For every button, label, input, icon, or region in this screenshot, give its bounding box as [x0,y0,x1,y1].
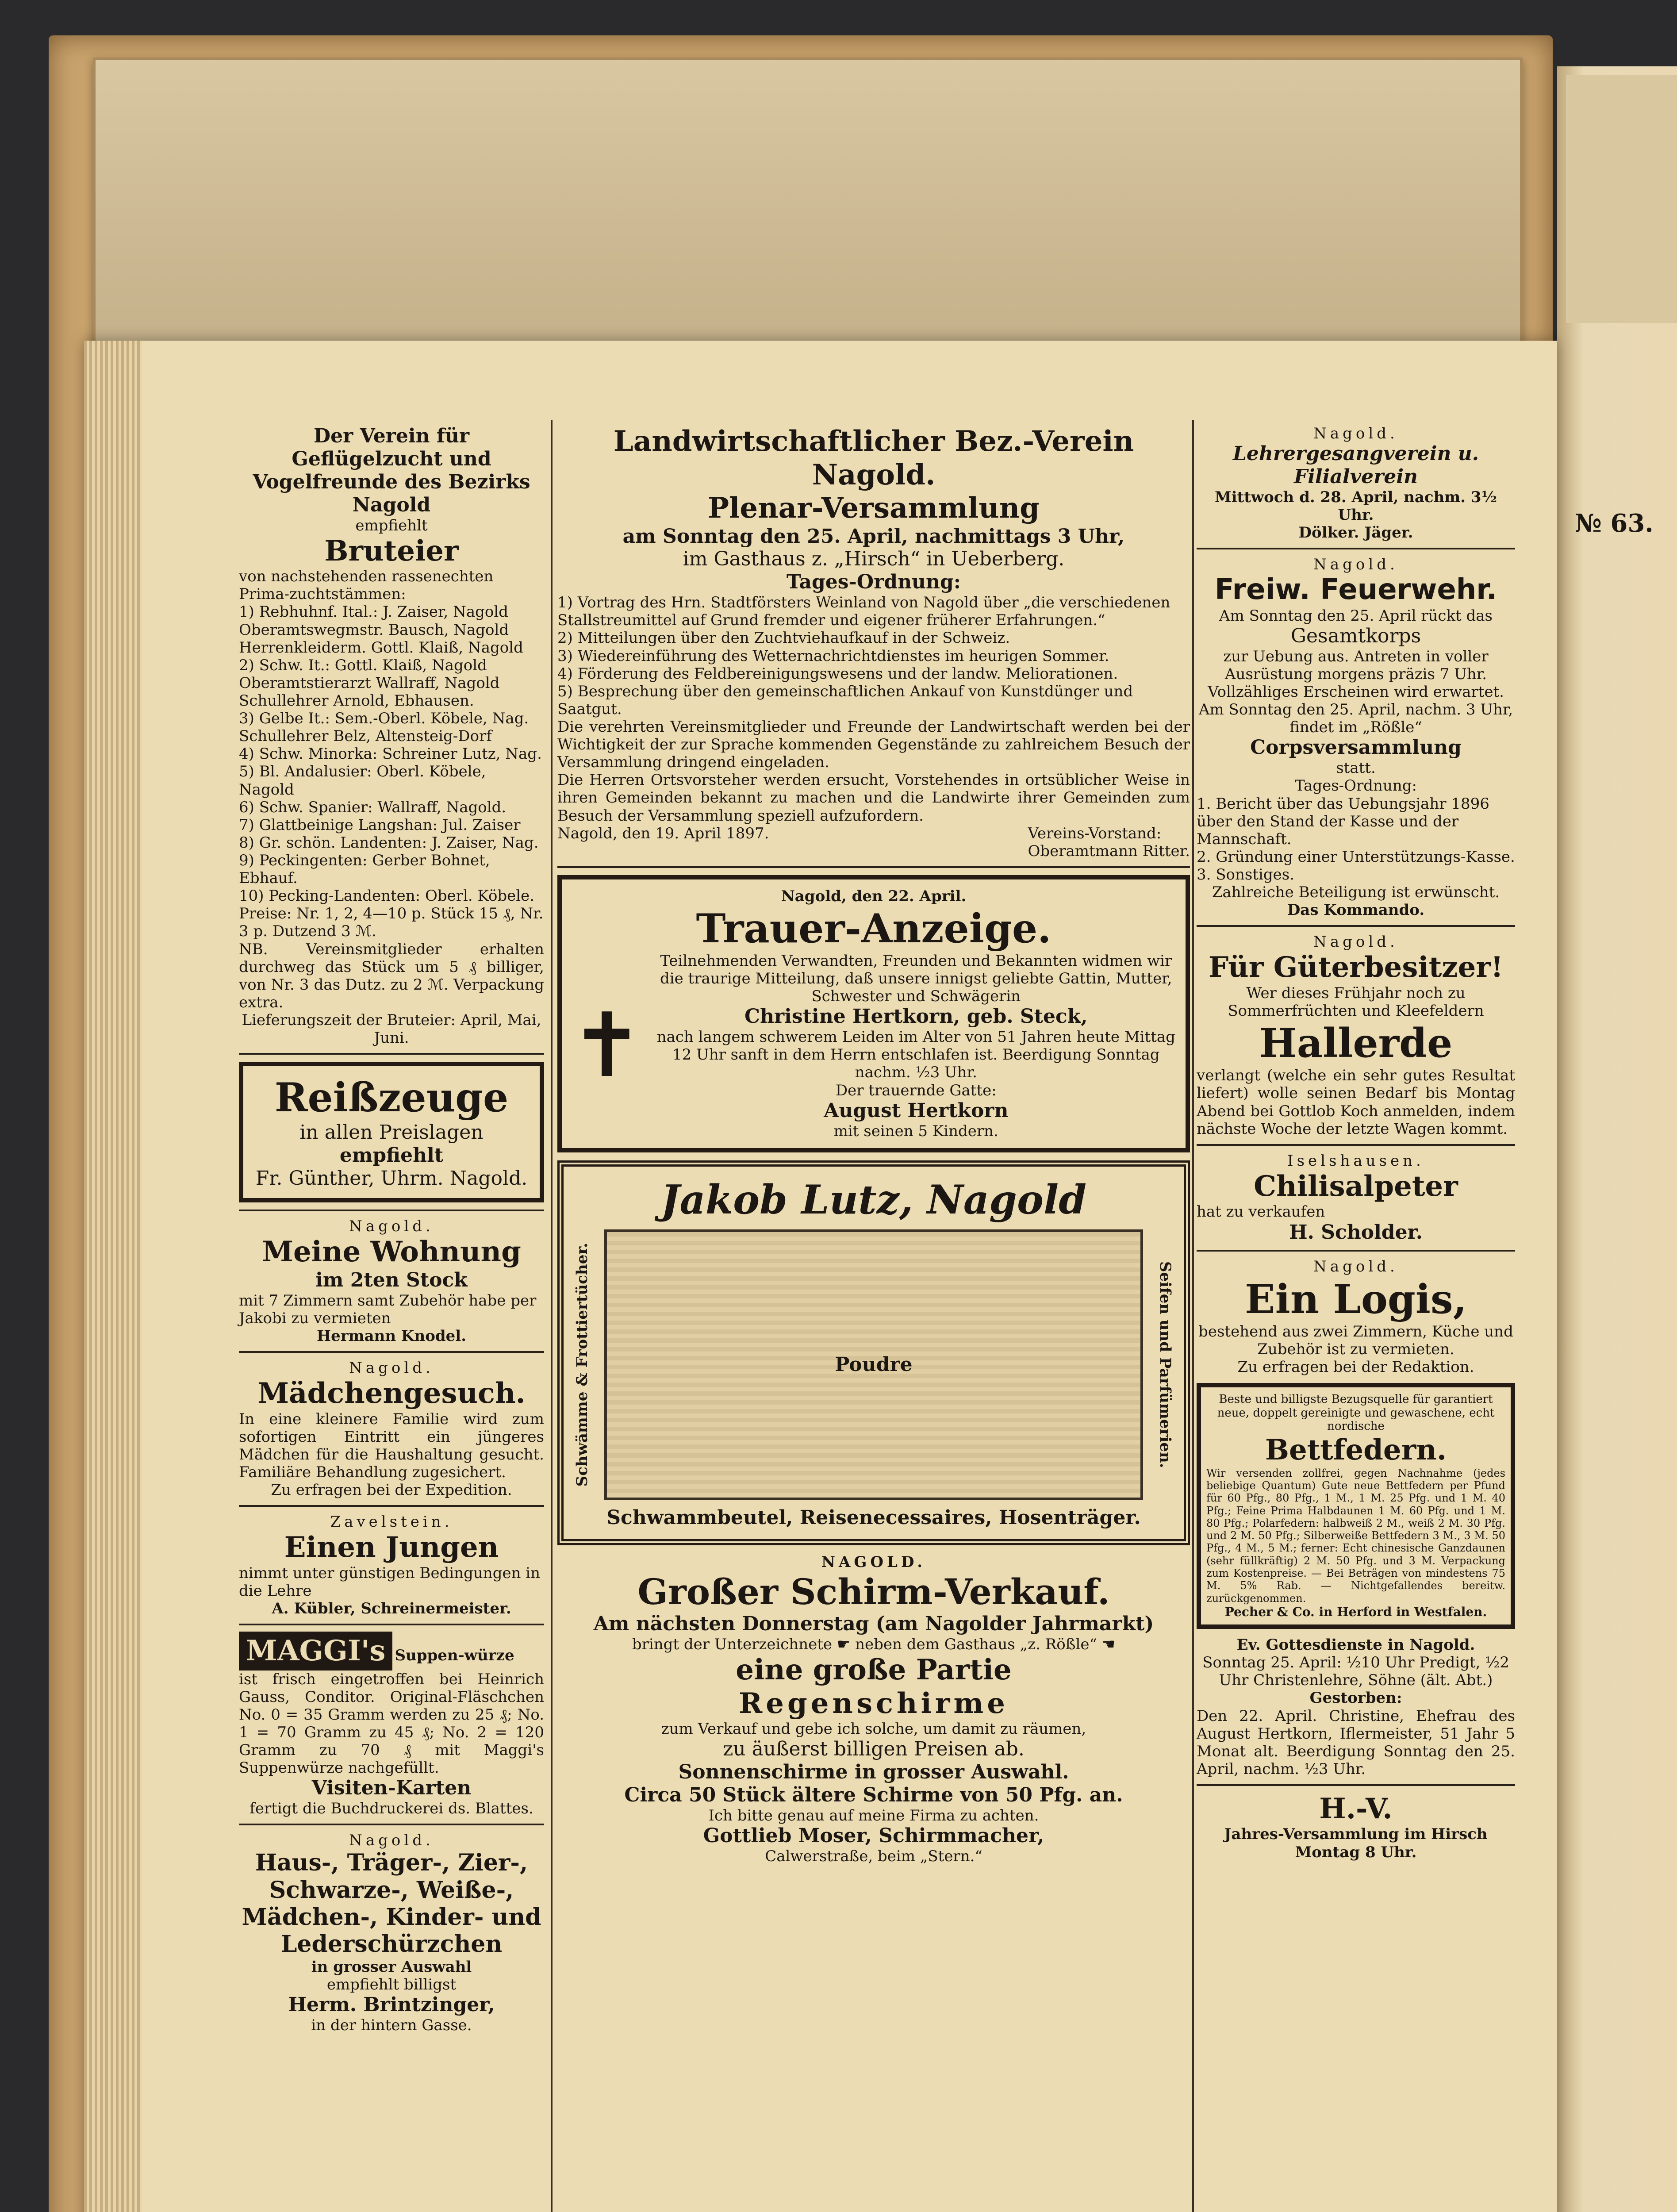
schirm-title: Großer Schirm-Verkauf. [637,1571,1110,1613]
trauer-gatte: August Hertkorn [824,1099,1009,1122]
agenda-item: 3. Sonstiges. [1197,866,1295,883]
reisszeuge-title: Reißzeuge [274,1074,509,1121]
trauer-text: Teilnehmenden Verwandten, Freunden und Bekannten widmen wir die traurige Mitteilung, daß unsere innigst geliebte Gattin, Mutter, Schwester und Schwägerin [660,952,1172,1006]
maedchen-title: Mädchengesuch. [257,1377,526,1410]
logis-title: Ein Logis, [1245,1275,1467,1323]
place: Nagold. [1313,425,1398,442]
lutz-left-label: Schwämme & Frottiertücher. [573,1243,591,1487]
trauer-kinder: mit seinen 5 Kindern. [833,1122,998,1140]
schirm-line-4: zu äußerst billigen Preisen ab. [723,1738,1025,1761]
maedchen-exp: Zu erfragen bei der Expedition. [271,1481,512,1499]
place: Zavelstein. [330,1513,453,1531]
signature-name: Oberamtmann Ritter. [1028,842,1190,860]
plenar-place: im Gasthaus z. „Hirsch“ in Ueberberg. [683,548,1065,571]
schuerzen-empf: empfiehlt billigst [326,1975,457,1993]
place: Nagold. [1313,1258,1398,1276]
gottesdienst-text: Sonntag 25. April: ½10 Uhr Predigt, ½2 Uhr Christenlehre, Söhne (ält. Abt.) [1202,1654,1509,1690]
agenda-item: 1) Vortrag des Hrn. Stadtförsters Weinland von Nagold über „die verschiedenen Stallstreumittel auf Grund fremder und eigener früherer Erfahrungen.“ [557,594,1170,630]
toilet-goods-illustration [604,1229,1143,1500]
schuerzen-addr: in der hintern Gasse. [311,2016,472,2034]
jungen-title: Einen Jungen [284,1531,499,1564]
list-item: 9) Peckingenten: Gerber Bohnet, Ebhauf. [239,852,490,887]
agenda-heading: Tages-Ordnung: [786,571,961,594]
bett-title: Bettfedern. [1265,1433,1447,1467]
list-item: 2) Schw. It.: Gottl. Klaiß, Nagold Oberamtstierarzt Wallraff, Nagold Schullehrer Arnold, Ebhausen. [239,656,500,710]
schirm-line-1: Am nächsten Donnerstag (am Nagolder Jahrmarkt) [593,1613,1154,1636]
place: NAGOLD. [821,1553,926,1571]
chili-title: Chilisalpeter [1254,1169,1458,1203]
schirm-line-2: bringt der Unterzeichnete ☛ neben dem Gasthaus „z. Rößle“ ☚ [632,1636,1116,1654]
maggi-logo: MAGGI's [239,1632,392,1671]
trauer-name: Christine Hertkorn, geb. Steck, [744,1005,1088,1028]
hv-text: Jahres-Versammlung im Hirsch [1224,1825,1488,1843]
jungen-text: nimmt unter günstigen Bedingungen in die Lehre [239,1564,541,1600]
reisszeuge-sub: in allen Preislagen [299,1121,484,1144]
divider [239,1824,544,1825]
tages-ordnung: Tages-Ordnung: [1295,777,1417,795]
column-2 [557,425,1190,1865]
maggi-head [239,1632,544,1671]
column-3 [1197,425,1515,1861]
gueter-text: Wer dieses Frühjahr noch zu Sommerfrüchten und Kleefeldern [1228,984,1484,1020]
gesamtkorps: Gesamtkorps [1290,624,1421,647]
signature-board [1028,825,1190,860]
divider [1197,1250,1515,1252]
agenda-item: 2) Mitteilungen über den Zuchtviehaufkauf in der Schweiz. [557,629,1010,647]
divider [239,1053,544,1055]
gottesdienst-title: Ev. Gottesdienste in Nagold. [1236,1636,1475,1654]
next-page-flap [1566,75,1677,323]
bruteier-intro: von nachstehenden rassenechten Prima-zuchtstämmen: [239,568,494,603]
breeder-list [239,603,544,905]
wohnung-text: mit 7 Zimmern samt Zubehör habe per Jakobi zu vermieten [239,1291,537,1327]
empfiehlt: empfiehlt [355,516,428,534]
visiten-title: Visiten-Karten [311,1777,472,1800]
feuerwehr-text-4: Am Sonntag den 25. April, nachm. 3 Uhr, findet im „Rößle“ [1198,701,1513,737]
moser-name: Gottlieb Moser, Schirmmacher, [703,1824,1044,1847]
bett-head: Beste und billigste Bezugsquelle für garantiert neue, doppelt gereinigte und gewaschene, echt nordische [1217,1393,1495,1433]
lutz-body [573,1223,1174,1506]
list-item: 8) Gr. schön. Landenten: J. Zaiser, Nag. [239,833,539,852]
verein-heading: Der Verein für Geflügelzucht und Vogelfreunde des Bezirks Nagold [253,425,530,516]
gestorben-title: Gestorben: [1309,1689,1402,1707]
divider [1197,1784,1515,1786]
nb-note: NB. Vereinsmitglieder erhalten durchweg das Stück um 5 ₰ billiger, von Nr. 3 das Dutz. zu 2 ℳ. Verpackung extra. [239,940,544,1011]
list-item: 5) Bl. Andalusier: Oberl. Köbele, Nagold [239,763,486,799]
hallerde-title: Hallerde [1259,1020,1453,1067]
feuerwehr-text-3: Vollzähliges Erscheinen wird erwartet. [1208,683,1504,701]
list-item: 6) Schw. Spanier: Wallraff, Nagold. [239,798,507,816]
divider [239,1505,544,1507]
place: Iselshausen. [1287,1152,1424,1170]
hallerde-text: verlangt (welche ein sehr gutes Resultat liefert) wolle seinen Bedarf bis Montag Abend bei Gottlob Koch anmelden, indem nächste Woche der letzte Wagen kommt. [1197,1067,1515,1138]
place: Nagold. [349,1359,434,1377]
beteiligung: Zahlreiche Beteiligung ist erwünscht. [1212,883,1500,902]
plenar-title: Plenar-Versammlung [707,492,1040,525]
trauer-gatte-label: Der trauernde Gatte: [835,1081,997,1099]
list-item: 1) Rebhuhnf. Ital.: J. Zaiser, Nagold Oberamtswegmstr. Bausch, Nagold Herrenkleiderm. Gottl. Klaiß, Nagold [239,603,523,657]
list-item: 10) Pecking-Landenten: Oberl. Köbele. [239,887,535,905]
reisszeuge-empf: empfiehlt [339,1144,444,1167]
logis-redaktion: Zu erfragen bei der Redaktion. [1237,1358,1474,1376]
circa-line: Circa 50 Stück ältere Schirme von 50 Pfg. an. [624,1784,1123,1807]
gestorben-text: Den 22. April. Christine, Ehefrau des August Hertkorn, Iflermeister, 51 Jahr 5 Monat alt. Beerdigung Sonntag den 25. April, nachm. ½3 Uhr. [1197,1707,1515,1778]
next-page-edge [1557,66,1677,2212]
place: Nagold. [349,1832,434,1850]
poudre-label: Poudre [835,1353,913,1376]
achten-line: Ich bitte genau auf meine Firma zu achten. [708,1807,1039,1825]
signature-date: Nagold, den 19. April 1897. [557,824,769,842]
reisszeuge-name: Fr. Günther, Uhrm. Nagold. [255,1167,528,1190]
page-stack-edge [84,341,142,2212]
trauer-body [570,952,1178,1140]
column-rule [551,420,553,2212]
agenda-item: 4) Förderung des Feldbereinigungswesens und der landw. Meliorationen. [557,664,1118,683]
hv-title: H.-V. [1319,1792,1393,1825]
bettfedern-ad [1197,1383,1515,1629]
schirm-regenschirme: Regenschirme [739,1686,1009,1720]
plenar-date: am Sonntag den 25. April, nachmittags 3 Uhr, [622,525,1125,548]
prices: Preise: Nr. 1, 2, 4—10 p. Stück 15 ₰, Nr. 3 p. Dutzend 3 ℳ. [239,905,544,941]
visiten-text: fertigt die Buchdruckerei ds. Blattes. [249,1800,533,1818]
chili-text: hat zu verkaufen [1197,1203,1325,1221]
column-rule [1192,420,1194,2212]
trauer-text-block [655,952,1178,1140]
feuerwehr-text-1: Am Sonntag den 25. April rückt das [1219,607,1493,625]
logis-text: bestehend aus zwei Zimmern, Küche und Zubehör ist zu vermieten. [1198,1322,1513,1358]
jungen-name: A. Kübler, Schreinermeister. [272,1599,511,1617]
feuerwehr-title: Freiw. Feuerwehr. [1214,573,1497,607]
bett-firm: Pecher & Co. in Herford in Westfalen. [1224,1605,1487,1620]
schuerzen-auswahl: in grosser Auswahl [311,1958,472,1976]
trauer-date: Nagold, den 22. April. [781,887,967,905]
schuerzen-title: Haus-, Träger-, Zier-, Schwarze-, Weiße-, Mädchen-, Kinder- und Lederschürzchen [242,1849,541,1958]
lutz-right-label: Seifen und Parfümerien. [1156,1261,1174,1468]
list-item: 7) Glattbeinige Langshan: Jul. Zaiser [239,816,521,834]
lehrer-title: Lehrergesangverein u. Filialverein [1232,442,1479,488]
reisszeuge-ad [239,1062,544,1202]
maggi-wuerze: Suppen-würze [395,1647,514,1665]
ortsvorsteher-text: Die Herren Ortsvorsteher werden ersucht, Vorstehendes in ortsüblicher Weise in ihren Gemeinden bekannt zu machen und die Landwirte ihrer Gemeinden zum Besuch der Versammlung speziell aufzufordern. [557,771,1190,825]
hv-text-2: Montag 8 Uhr. [1295,1843,1417,1861]
delivery-time: Lieferungszeit der Bruteier: April, Mai, Juni. [242,1011,541,1047]
trauer-anzeige [557,875,1190,1152]
lehrer-names: Dölker. Jäger. [1298,524,1413,542]
kommando: Das Kommando. [1287,901,1425,919]
signature-label: Vereins-Vorstand: [1028,824,1162,842]
wohnung-title: Meine Wohnung [262,1235,521,1269]
agenda-item: 2. Gründung einer Unterstützungs-Kasse. [1197,848,1515,866]
trauer-title: Trauer-Anzeige. [696,905,1051,952]
chili-name: H. Scholder. [1289,1221,1423,1244]
schirm-partie: eine große Partie [736,1653,1012,1687]
divider [1197,1144,1515,1146]
maedchen-text: In eine kleinere Familie wird zum sofortigen Eintritt ein jüngeres Mädchen für die Haushaltung gesucht. Familiäre Behandlung zugesichert. [239,1410,544,1481]
issue-number: № 63. [1575,509,1654,538]
feuerwehr-text-2: zur Uebung aus. Antreten in voller Ausrüstung morgens präzis 7 Uhr. [1223,647,1489,683]
folded-flap [93,58,1523,346]
moser-addr: Calwerstraße, beim „Stern.“ [765,1847,982,1866]
agenda-item: 3) Wiedereinführung des Wetternachrichtdienstes im heurigen Sommer. [557,647,1109,665]
divider [239,1351,544,1353]
divider [1197,925,1515,927]
bett-text: Wir versenden zollfrei, gegen Nachnahme (jedes beliebige Quantum) Gute neue Bettfedern per Pfund für 60 Pfg., 80 Pfg., 1 M., 1 M. 25 Pfg. und 1 M. 40 Pfg.; Feine Prima Halbdaunen 1 M. 60 Pfg. und 1 M. 80 Pfg.; Polarfedern: halbweiß 2 M., weiß 2 M. 30 Pfg. und 2 M. 50 Pfg.; Silberweiße Bettfedern 3 M., 3 M. 50 Pfg., 4 M., 5 M.; ferner: Echt chinesische Ganzdaunen (sehr füllkräftig) 2 M. 50 Pfg. und 3 M. Verpackung zum Kostenpreise. — Bei Beträgen von mindestens 75 M. 5% Rab. — Nichtgefallendes bereitw. zurückgenommen. [1206,1467,1505,1605]
place: Nagold. [349,1217,434,1236]
invitation-text: Die verehrten Vereinsmitglieder und Freunde der Landwirtschaft werden bei der Wichtigkeit der zur Sprache kommenden Gegenstände zu zahlreichem Besuch der Versammlung dringend eingeladen. [557,718,1190,772]
cross-icon: ✝ [570,994,644,1098]
sonnenschirme: Sonnenschirme in grosser Auswahl. [678,1761,1069,1784]
lutz-bottom: Schwammbeutel, Reisenecessaires, Hosenträger. [606,1506,1141,1529]
lehrer-time: Mittwoch d. 28. April, nachm. 3½ Uhr. [1214,488,1497,524]
lutz-ad [557,1160,1190,1545]
maggi-text: ist frisch eingetroffen bei Heinrich Gauss, Conditor. Original-Fläschchen No. 0 = 35 Gramm werden zu 25 ₰; No. 1 = 70 Gramm zu 45 ₰; No. 2 = 120 Gramm zu 70 ₰ mit Maggi's Suppenwürze nachgefüllt. [239,1670,544,1777]
gueter-title: Für Güterbesitzer! [1208,951,1504,984]
wohnung-stock: im 2ten Stock [315,1268,468,1291]
divider [1197,548,1515,549]
divider [239,1624,544,1625]
schirm-line-3: zum Verkauf und gebe ich solche, um damit zu räumen, [661,1720,1086,1738]
place: Nagold. [1313,556,1398,574]
landw-title: Landwirtschaftlicher Bez.-Verein Nagold. [613,425,1134,492]
wohnung-name: Hermann Knodel. [316,1327,467,1345]
statt: statt. [1336,759,1376,777]
divider [557,866,1190,868]
signature-row [557,825,1190,860]
place: Nagold. [1313,933,1398,951]
bruteier-title: Bruteier [324,534,459,568]
schuerzen-name: Herm. Brintzinger, [288,1993,495,2016]
list-item: 3) Gelbe It.: Sem.-Oberl. Köbele, Nag. Schullehrer Belz, Altensteig-Dorf [239,710,529,745]
divider [239,1210,544,1211]
agenda-item: 1. Bericht über das Uebungsjahr 1896 über den Stand der Kasse und der Mannschaft. [1197,795,1489,848]
list-item: 4) Schw. Minorka: Schreiner Lutz, Nag. [239,745,542,763]
column-1 [239,425,544,2034]
corpsversammlung: Corpsversammlung [1250,736,1462,759]
lutz-title: Jakob Lutz, Nagold [660,1176,1087,1223]
trauer-text-2: nach langem schwerem Leiden im Alter von 51 Jahren heute Mittag 12 Uhr sanft in dem Herrn entschlafen ist. Beerdigung Sonntag nachm. ½3 Uhr. [656,1028,1175,1082]
agenda-item: 5) Besprechung über den gemeinschaftlichen Ankauf von Kunstdünger und Saatgut. [557,682,1133,718]
